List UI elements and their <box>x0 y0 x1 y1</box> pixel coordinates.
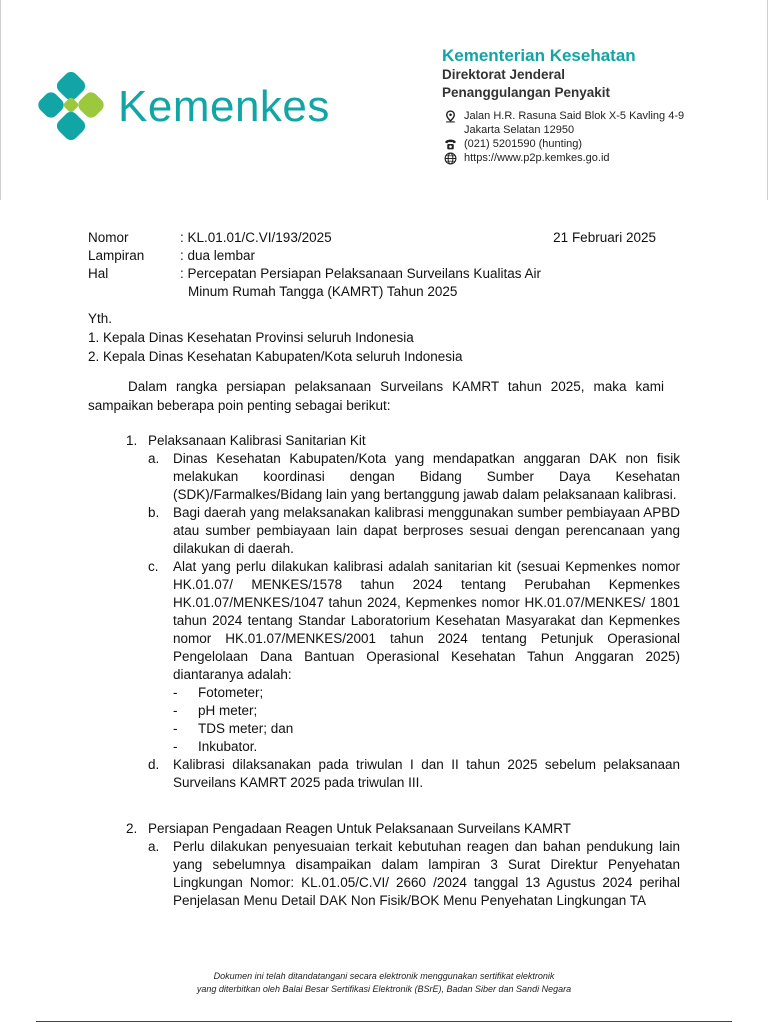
recipients <box>88 309 668 366</box>
section-1-item-c <box>148 558 680 756</box>
section-1 <box>126 432 680 792</box>
section-1-item-d <box>148 756 680 792</box>
location-pin-icon <box>444 110 457 123</box>
item-text: Alat yang perlu dilakukan kalibrasi adalah sanitarian kit (sesuai Kepmenkes nomor HK.01.07/ MENKES/1578 tahun 2024 tentang Perubahan Kepmenkes HK.01.07/MENKES/1047 tahun 2024, Kepmenkes nomor HK.01.07/MENKES/ 1801 tahun 2024 tentang Standar Laboratorium Kesehatan Masyarakat dan Kepmenkes nomor HK.01.07/MENKES/2001 tahun 2024 tentang Petunjuk Operasional Pengelolaan Dana Bantuan Operasional Kesehatan Tahun Anggaran 2025) diantaranya adalah: <box>173 559 680 682</box>
brand-wordmark: Kemenkes <box>118 82 330 131</box>
list-item-text: Fotometer; <box>198 685 264 700</box>
intro-paragraph: Dalam rangka persiapan pelaksanaan Surveilans KAMRT tahun 2025, maka kami sampaikan beberapa poin penting sebagai berikut: <box>88 379 664 413</box>
nomor-label: Nomor <box>88 230 129 245</box>
item-letter: b. <box>148 505 160 520</box>
bullet-dash: - <box>173 721 178 736</box>
directorate-line2: Penanggulangan Penyakit <box>442 85 611 100</box>
item-text: Kalibrasi dilaksanakan pada triwulan I dan II tahun 2025 sebelum pelaksanaan Surveilans KAMRT 2025 pada triwulan III. <box>173 757 680 790</box>
recipient-1: 1. Kepala Dinas Kesehatan Provinsi seluruh Indonesia <box>88 330 414 345</box>
globe-icon <box>444 152 457 165</box>
address-row <box>442 109 684 123</box>
website-link[interactable]: https://www.p2p.kemkes.go.id <box>464 152 610 164</box>
section-1-item-b <box>148 504 680 558</box>
list-item <box>173 738 680 756</box>
nomor-row <box>88 229 668 247</box>
item-letter: d. <box>148 757 160 772</box>
hal-value-line1: : Percepatan Persiapan Pelaksanaan Surveilans Kualitas Air <box>180 266 541 281</box>
list-item <box>173 702 680 720</box>
hal-label: Hal <box>88 266 109 281</box>
address-line1: Jalan H.R. Rasuna Said Blok X-5 Kavling 4-9 <box>464 110 685 122</box>
directorate-line1: Direktorat Jenderal <box>442 67 566 82</box>
lampiran-row <box>88 247 668 265</box>
item-letter: a. <box>148 451 160 466</box>
list-item-text: Inkubator. <box>198 739 258 754</box>
list-item-text: TDS meter; dan <box>198 721 294 736</box>
item-text: Perlu dilakukan penyesuaian terkait kebutuhan reagen dan bahan pendukung lain yang sebelumnya disampaikan dalam lampiran 3 Surat Direktur Penyehatan Lingkungan Nomor: KL.01.05/C.VI/ 2660 /2024 tanggal 13 Agustus 2024 perihal Penjelasan Menu Detail DAK Non Fisik/BOK Menu Penyehatan Lingkungan TA <box>173 839 680 908</box>
bullet-dash: - <box>173 685 178 700</box>
list-item <box>173 684 680 702</box>
website-row <box>442 151 684 165</box>
bullet-dash: - <box>173 703 178 718</box>
section-2 <box>126 820 680 910</box>
item-text: Dinas Kesehatan Kabupaten/Kota yang mendapatkan anggaran DAK non fisik melakukan koordinasi dengan Bidang Sumber Daya Kesehatan (SDK)/Farmalkes/Bidang lain yang bertanggung jawab dalam pelaksanaan kalibrasi. <box>173 451 680 502</box>
nomor-value: : KL.01.01/C.VI/193/2025 <box>180 230 332 245</box>
contact-block <box>442 109 684 165</box>
e-signature-footer <box>0 970 768 996</box>
list-item <box>173 720 680 738</box>
hal-value-line2: Minum Rumah Tangga (KAMRT) Tahun 2025 <box>188 284 458 299</box>
letter-date: 21 Februari 2025 <box>553 230 656 245</box>
telephone-icon <box>444 138 457 151</box>
item-letter: a. <box>148 839 160 854</box>
salutation: Yth. <box>88 311 113 326</box>
letter-meta <box>88 229 668 301</box>
address-row-2 <box>442 123 684 137</box>
bullet-dash: - <box>173 739 178 754</box>
item-text: Bagi daerah yang melaksanakan kalibrasi menggunakan sumber pembiayaan APBD atau sumber pembiayaan lain dapat berproses sesuai dengan perencanaan yang dilakukan di daerah. <box>173 505 680 556</box>
section-1-item-a <box>148 450 680 504</box>
footer-line2: yang diterbitkan oleh Balai Besar Sertifikasi Elektronik (BSrE), Badan Siber dan Sandi Negara <box>196 984 572 994</box>
kemenkes-logo-icon <box>38 72 104 140</box>
phone-number: (021) 5201590 (hunting) <box>464 138 583 150</box>
item-letter: c. <box>148 559 159 574</box>
section-2-number: 2. <box>126 821 138 836</box>
section-2-item-a <box>148 838 680 910</box>
phone-row <box>442 137 684 151</box>
lampiran-label: Lampiran <box>88 248 145 263</box>
footer-line1: Dokumen ini telah ditandatangani secara elektronik menggunakan sertifikat elektronik <box>213 971 555 981</box>
section-1-title: Pelaksanaan Kalibrasi Sanitarian Kit <box>148 433 366 448</box>
footer-divider <box>36 1021 732 1022</box>
section-1-number: 1. <box>126 433 138 448</box>
section-2-title: Persiapan Pengadaan Reagen Untuk Pelaksanaan Surveilans KAMRT <box>148 821 572 836</box>
letterhead-frame <box>0 0 768 200</box>
hal-row <box>88 265 668 301</box>
ministry-name: Kementerian Kesehatan <box>442 46 636 65</box>
address-line2: Jakarta Selatan 12950 <box>464 124 575 136</box>
lampiran-value: : dua lembar <box>180 248 256 263</box>
list-item-text: pH meter; <box>198 703 258 718</box>
organization-block <box>442 46 636 102</box>
recipient-2: 2. Kepala Dinas Kesehatan Kabupaten/Kota seluruh Indonesia <box>88 349 463 364</box>
